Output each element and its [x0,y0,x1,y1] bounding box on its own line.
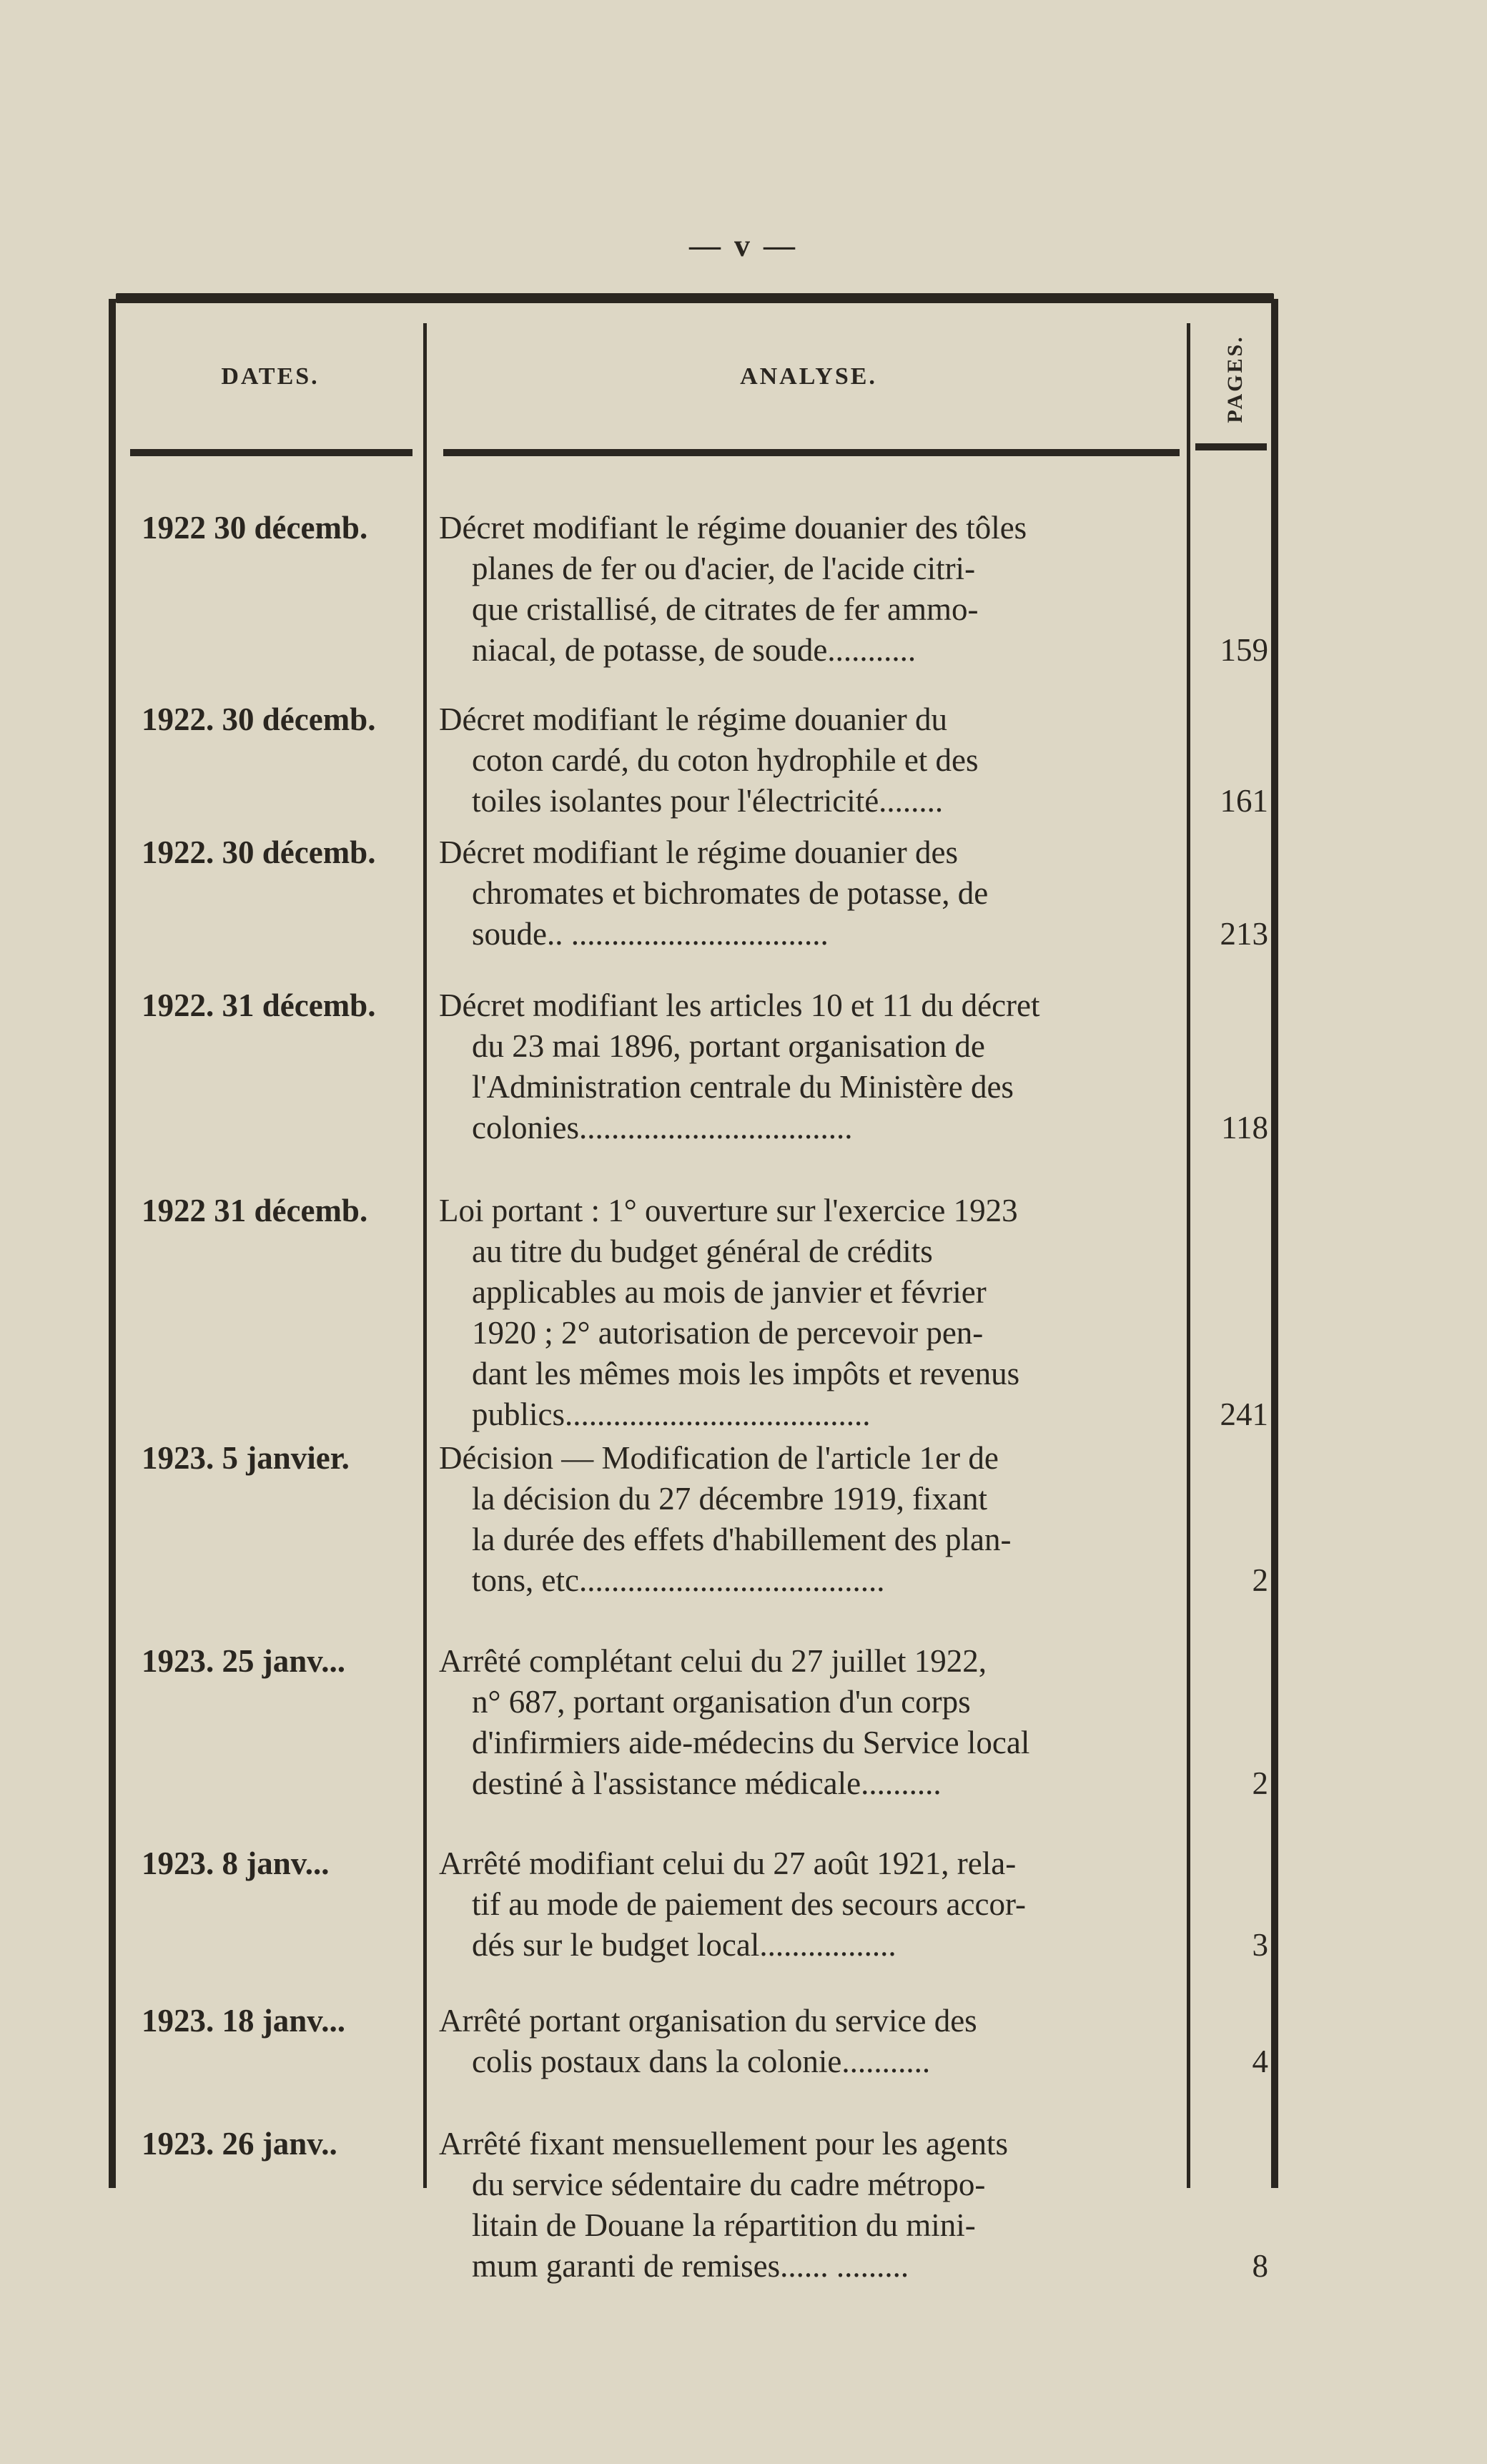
entry-analysis-line: 1920 ; 2° autorisation de percevoir pen- [472,1315,984,1351]
entry-page: 2 [1252,1562,1268,1598]
header-rule-pages [1195,443,1267,450]
entry-analysis [439,2001,1182,2082]
entry-analysis-line: Loi portant : 1° ouverture sur l'exercice 1923 [439,1193,1018,1228]
entry-page: 8 [1252,2248,1268,2284]
entry-analysis-line: Décision — Modification de l'article 1er de [439,1440,999,1476]
entry-analysis-line: Décret modifiant le régime douanier des tôles [439,510,1027,546]
column-divider-pages [1187,323,1190,2188]
entry-analysis-line: colonies.................................. [472,1110,853,1145]
entry-analysis-line: la décision du 27 décembre 1919, fixant [472,1481,988,1517]
entry-analysis-line: mum garanti de remises...... ......... [472,2248,909,2284]
entry-analysis [439,699,1182,822]
entry-date: 1922. 30 décemb. [142,701,376,737]
entry-date: 1923. 26 janv.. [142,2126,337,2162]
entry-page: 118 [1221,1110,1268,1145]
page-number: — v — [689,228,798,263]
entry-analysis-line: niacal, de potasse, de soude........... [472,632,917,668]
entry-analysis [439,1191,1182,1435]
header-dates: DATES. [221,363,320,390]
entry-date: 1922. 31 décemb. [142,987,376,1023]
entry-analysis-line: tif au mode de paiement des secours accor- [472,1886,1027,1922]
entry-analysis-line: que cristallisé, de citrates de fer ammo- [472,591,979,627]
entry-page: 241 [1220,1396,1268,1432]
entry-analysis [439,1843,1182,1966]
entry-analysis-line: coton cardé, du coton hydrophile et des [472,742,979,778]
entry-analysis [439,985,1182,1148]
entry-analysis-line: destiné à l'assistance médicale.......... [472,1765,942,1801]
entry-page: 161 [1220,783,1268,819]
entry-date: 1923. 25 janv... [142,1643,346,1679]
entry-date: 1922 30 décemb. [142,510,368,546]
left-border [109,299,116,2188]
entry-analysis-line: Décret modifiant le régime douanier du [439,701,947,737]
entry-analysis [439,832,1182,955]
entry-analysis-line: l'Administration centrale du Ministère des [472,1069,1014,1105]
entry-analysis-line: Arrêté complétant celui du 27 juillet 1922, [439,1643,987,1679]
entry-analysis-line: tons, etc...................................... [472,1562,885,1598]
entry-analysis-line: d'infirmiers aide-médecins du Service local [472,1725,1030,1760]
entry-analysis-line: la durée des effets d'habillement des plan- [472,1522,1012,1557]
entry-analysis-line: Arrêté fixant mensuellement pour les agents [439,2126,1008,2162]
entry-analysis-line: publics...................................... [472,1396,871,1432]
entry-analysis-line: chromates et bichromates de potasse, de [472,875,989,911]
entry-analysis-line: au titre du budget général de crédits [472,1233,933,1269]
entry-analysis-line: dant les mêmes mois les impôts et revenus [472,1356,1020,1391]
entry-page: 3 [1252,1927,1268,1963]
entry-analysis-line: n° 687, portant organisation d'un corps [472,1684,971,1720]
entry-analysis-line: planes de fer ou d'acier, de l'acide citri- [472,551,976,586]
entry-analysis-line: colis postaux dans la colonie........... [472,2044,931,2079]
entry-page: 213 [1220,916,1268,952]
entry-analysis [439,1641,1182,1804]
top-rule [116,293,1274,303]
right-border [1271,299,1278,2188]
header-analyse: ANALYSE. [740,363,877,390]
entry-date: 1923. 8 janv... [142,1845,330,1881]
header-pages [1207,315,1264,443]
entry-analysis [439,1438,1182,1601]
entry-analysis [439,508,1182,671]
entry-analysis-line: toiles isolantes pour l'électricité........ [472,783,944,819]
entry-analysis-line: Décret modifiant le régime douanier des [439,834,958,870]
column-divider-dates [423,323,427,2188]
entry-date: 1922 31 décemb. [142,1193,368,1228]
entry-analysis-line: du service sédentaire du cadre métropo- [472,2167,986,2202]
entry-date: 1923. 5 janvier. [142,1440,350,1476]
entry-analysis-line: dés sur le budget local................. [472,1927,896,1963]
entry-analysis [439,2124,1182,2287]
entry-page: 4 [1252,2044,1268,2079]
entry-date: 1922. 30 décemb. [142,834,376,870]
entry-analysis-line: applicables au mois de janvier et février [472,1274,987,1310]
entry-analysis-line: Décret modifiant les articles 10 et 11 du décret [439,987,1040,1023]
entry-page: 2 [1252,1765,1268,1801]
entry-analysis-line: soude.. ................................ [472,916,829,952]
entry-page: 159 [1220,632,1268,668]
entry-analysis-line: Arrêté modifiant celui du 27 août 1921, rela- [439,1845,1017,1881]
header-rule-dates [130,449,412,456]
header-rule-analyse [443,449,1180,456]
entry-date: 1923. 18 janv... [142,2003,346,2039]
entry-analysis-line: du 23 mai 1896, portant organisation de [472,1028,985,1064]
entry-analysis-line: litain de Douane la répartition du mini- [472,2207,976,2243]
header-pages-label: PAGES. [1223,335,1247,423]
index-table [109,293,1281,2284]
entry-analysis-line: Arrêté portant organisation du service des [439,2003,977,2039]
